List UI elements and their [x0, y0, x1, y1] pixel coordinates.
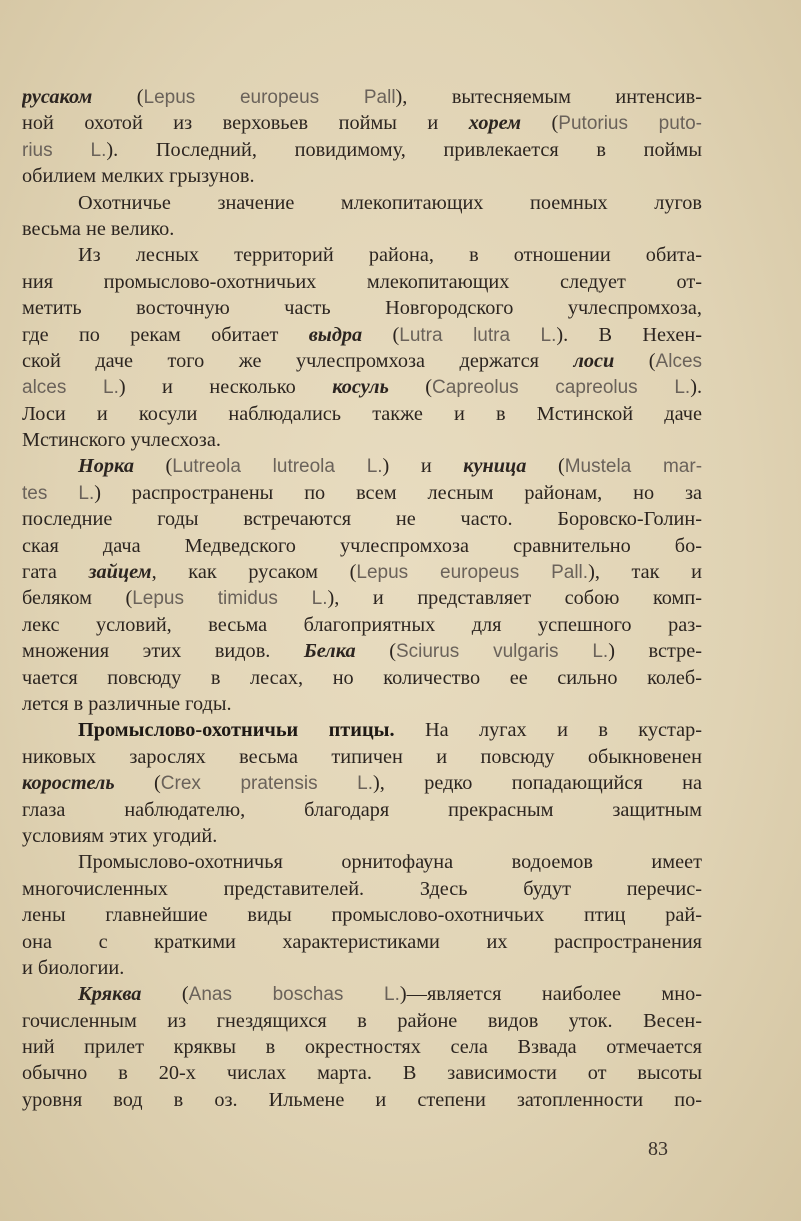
text-line — [22, 717, 702, 743]
text-run: уровня вод в оз. Ильмене и степени затопленности по- — [22, 1088, 702, 1111]
species-name: Норка — [78, 455, 134, 478]
text-line — [22, 665, 702, 691]
text-run: ). — [690, 376, 702, 399]
text-line — [22, 348, 702, 374]
text-line — [22, 322, 702, 348]
text-run: лется в различные годы. — [22, 692, 232, 715]
text-run: никовых зарослях весьма типичен и повсюду обыкновенен — [22, 745, 702, 768]
text-run: ). Последний, повидимому, привлекается в поймы — [106, 138, 702, 161]
text-run: ). В Нехен- — [556, 323, 702, 346]
text-run: ( — [614, 349, 656, 372]
text-run: ( — [114, 772, 161, 795]
text-line — [22, 506, 702, 532]
text-run: и биологии. — [22, 956, 125, 979]
text-line — [22, 216, 702, 242]
text-line — [22, 559, 702, 585]
text-line — [22, 1034, 702, 1060]
text-line — [22, 1008, 702, 1034]
body-text — [22, 84, 702, 1113]
text-run: гочисленным из гнездящихся в районе видов уток. Весен- — [22, 1009, 702, 1032]
text-run: ( — [141, 983, 189, 1006]
text-line — [22, 295, 702, 321]
text-line — [22, 797, 702, 823]
text-line — [22, 480, 702, 506]
text-line — [22, 876, 702, 902]
text-run: где по рекам обитает — [22, 323, 309, 346]
latin-name: Lepus europeus Pall. — [356, 562, 589, 584]
text-line — [22, 1060, 702, 1086]
species-name: коростель — [22, 772, 115, 795]
latin-name: Lutreola lutreola L. — [172, 456, 383, 478]
text-run: ния промыслово-охотничьих млекопитающих следует от- — [22, 270, 702, 293]
text-run: Из лесных территорий района, в отношении обита- — [78, 244, 702, 267]
text-run: ), вытесняемым интенсив- — [395, 86, 702, 108]
text-line — [22, 585, 702, 611]
latin-name: Lepus timidus L. — [132, 588, 328, 610]
text-line — [22, 374, 702, 400]
latin-name: tes L. — [22, 482, 95, 504]
text-line — [22, 612, 702, 638]
latin-name: alces L. — [22, 377, 119, 399]
text-line — [22, 823, 702, 849]
species-name: Кряква — [78, 983, 142, 1006]
species-name: русаком — [22, 86, 93, 108]
species-name: хорем — [468, 112, 522, 135]
text-run: ), и представляет собою комп- — [327, 587, 702, 610]
text-line — [22, 110, 702, 136]
text-run: обычно в 20-х числах марта. В зависимости от высоты — [22, 1062, 702, 1085]
text-run: условиям этих угодий. — [22, 824, 218, 847]
latin-name: Lepus europeus Pall — [143, 87, 396, 108]
text-run: лекс условий, весьма благоприятных для успешного раз- — [22, 613, 702, 636]
text-run: множения этих видов. — [22, 640, 304, 663]
text-line — [22, 691, 702, 717]
text-run: она с краткими характеристиками их распространения — [22, 930, 702, 953]
text-run: ( — [133, 455, 173, 478]
text-line — [22, 242, 702, 268]
text-run: ) и несколько — [118, 376, 333, 399]
latin-name: rius L. — [22, 139, 107, 161]
text-run: ) встре- — [608, 640, 702, 663]
text-run: многочисленных представителей. Здесь будут перечис- — [22, 877, 702, 900]
text-line — [22, 533, 702, 559]
text-line — [22, 190, 702, 216]
text-run: На лугах и в кустар- — [394, 719, 702, 742]
species-name: Белка — [303, 640, 356, 663]
latin-name: Capreolus capreolus L. — [432, 377, 691, 399]
latin-name: Lutra lutra L. — [399, 324, 557, 346]
latin-name: Anas boschas L. — [188, 984, 400, 1006]
text-run: ний прилет кряквы в окрестностях села Взвада отмечается — [22, 1036, 702, 1059]
text-run: , как русаком ( — [151, 561, 357, 584]
latin-name: Mustela mar- — [564, 456, 702, 478]
text-run: ), так и — [588, 561, 702, 584]
text-line — [22, 137, 702, 163]
text-line — [22, 453, 702, 479]
text-run: Мстинского учлесхоза. — [22, 429, 221, 452]
text-run: Промыслово-охотничья орнитофауна водоемов имеет — [78, 851, 702, 874]
text-run: ной охотой из верховьев поймы и — [22, 112, 469, 135]
text-run: ( — [521, 112, 559, 135]
text-line — [22, 84, 702, 110]
text-run: метить восточную часть Новгородского учлеспромхоза, — [22, 297, 702, 320]
text-line — [22, 955, 702, 981]
text-line — [22, 427, 702, 453]
text-line — [22, 744, 702, 770]
text-line — [22, 849, 702, 875]
latin-name: Putorius puto- — [558, 113, 702, 135]
text-run: Охотничье значение млекопитающих поемных лугов — [78, 191, 702, 214]
text-line — [22, 401, 702, 427]
text-line — [22, 770, 702, 796]
text-run: ( — [92, 86, 144, 108]
text-run: лены главнейшие виды промыслово-охотничьих птиц рай- — [22, 904, 702, 927]
text-run: ( — [355, 640, 396, 663]
text-line — [22, 902, 702, 928]
text-run: обилием мелких грызунов. — [22, 165, 255, 188]
text-line — [22, 981, 702, 1007]
text-run: )—является наиболее мно- — [399, 983, 702, 1006]
text-run: чается повсюду в лесах, но количество ее сильно колеб- — [22, 666, 702, 689]
text-line — [22, 163, 702, 189]
text-run: ( — [388, 376, 433, 399]
text-line — [22, 638, 702, 664]
text-line — [22, 269, 702, 295]
latin-name: Crex pratensis L. — [160, 773, 374, 795]
section-heading: Промыслово-охотничьи птицы. — [78, 719, 395, 742]
text-line — [22, 1087, 702, 1113]
text-run: ) распространены по всем лесным районам, но за — [94, 481, 702, 504]
latin-name: Alces — [655, 350, 702, 372]
text-run: Лоси и косули наблюдались также и в Мстинской даче — [22, 402, 702, 425]
species-name: лоси — [573, 349, 615, 372]
text-run: беляком ( — [22, 587, 133, 610]
text-run: ( — [526, 455, 565, 478]
species-name: зайцем — [88, 561, 152, 584]
species-name: косуль — [332, 376, 389, 399]
text-run: гата — [22, 561, 89, 584]
text-run: глаза наблюдателю, благодаря прекрасным защитным — [22, 798, 702, 821]
species-name: куница — [463, 455, 527, 478]
text-run: весьма не велико. — [22, 217, 175, 240]
text-line — [22, 929, 702, 955]
text-run: ( — [362, 323, 400, 346]
text-run: ская дача Медведского учлеспромхоза сравнительно бо- — [22, 534, 702, 557]
text-run: последние годы встречаются не часто. Боровско-Голин- — [22, 508, 702, 531]
latin-name: Sciurus vulgaris L. — [395, 641, 609, 663]
text-run: ), редко попадающийся на — [373, 772, 702, 795]
page-number: 83 — [648, 1138, 668, 1160]
text-run: ской даче того же учлеспромхоза держатся — [22, 349, 574, 372]
text-run: ) и — [382, 455, 464, 478]
species-name: выдра — [308, 323, 363, 346]
